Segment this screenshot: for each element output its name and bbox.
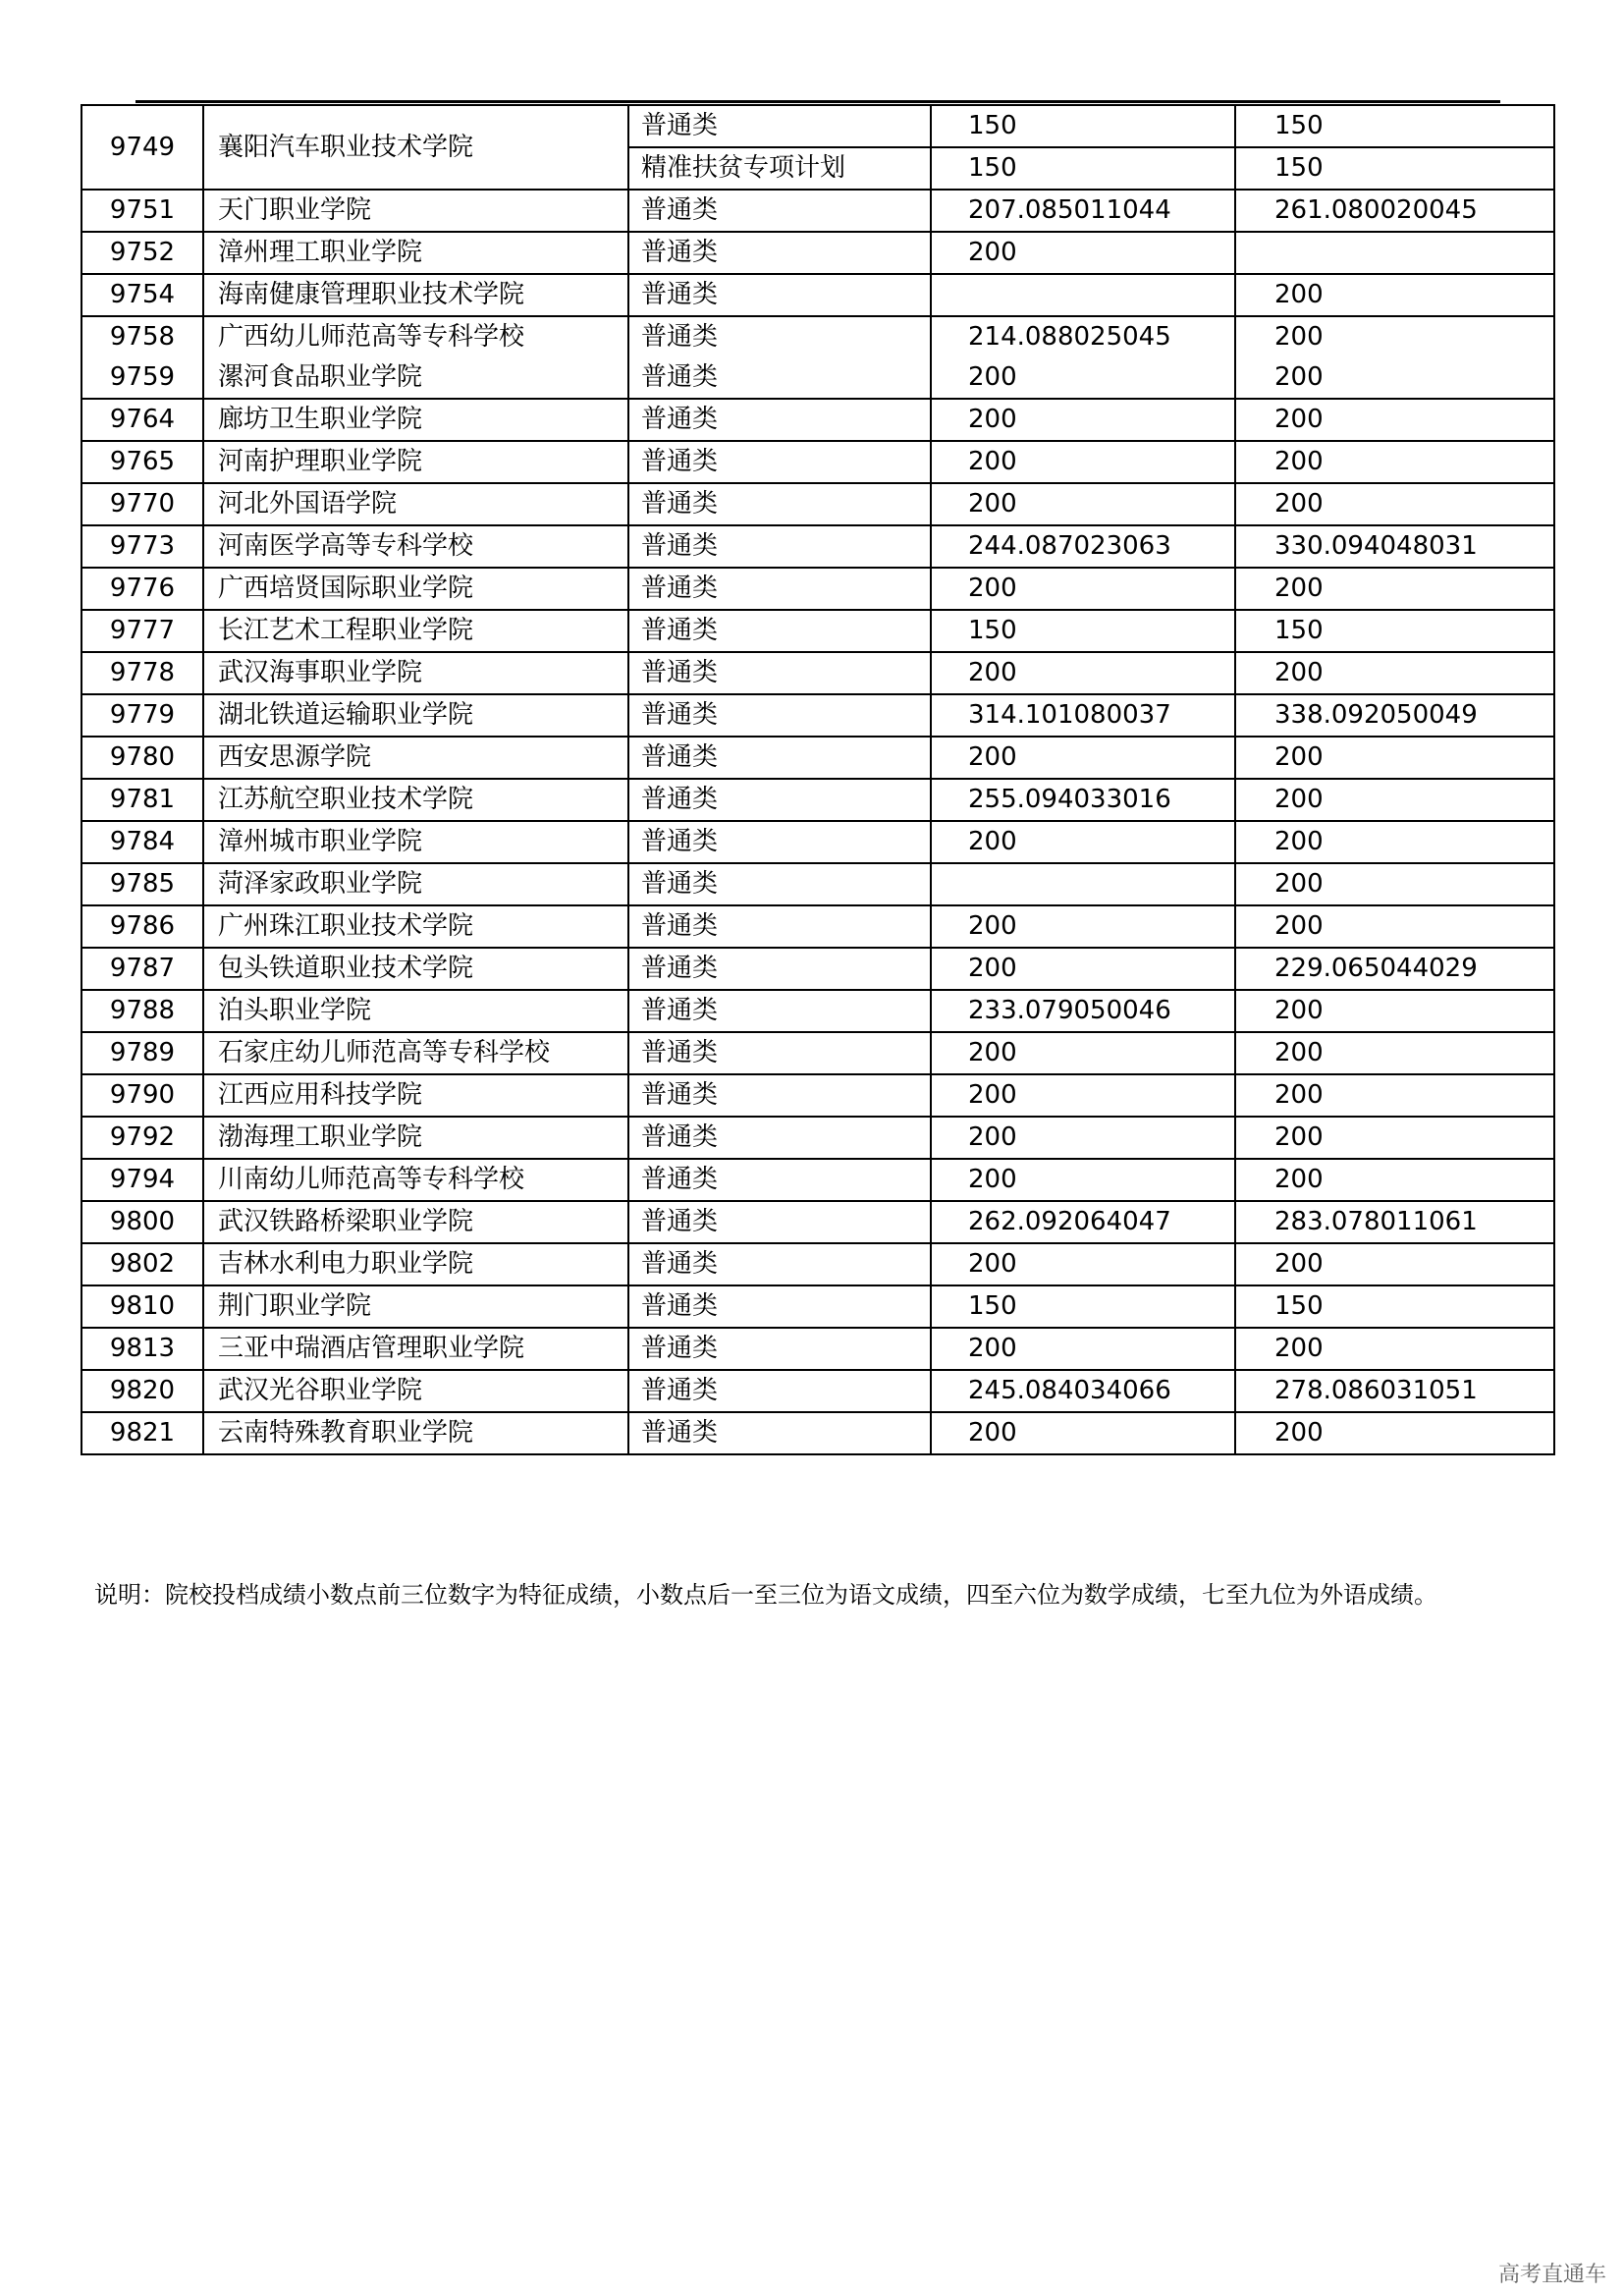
school-code-cell: 9786 <box>81 905 203 948</box>
admission-type-cell: 普通类 <box>628 1285 931 1328</box>
school-name-cell: 菏泽家政职业学院 <box>203 863 628 905</box>
score-column-1-cell: 314.101080037 <box>931 694 1235 737</box>
school-code-cell: 9794 <box>81 1159 203 1201</box>
school-name-cell: 长江艺术工程职业学院 <box>203 610 628 652</box>
admission-type-cell: 普通类 <box>628 1370 931 1412</box>
score-column-1-cell <box>931 863 1235 905</box>
school-name-cell: 石家庄幼儿师范高等专科学校 <box>203 1032 628 1074</box>
school-name-cell: 包头铁道职业技术学院 <box>203 948 628 990</box>
admission-type-cell: 普通类 <box>628 357 931 399</box>
score-column-2-cell: 283.078011061 <box>1235 1201 1554 1243</box>
table-row <box>81 1285 1554 1328</box>
school-code-cell: 9790 <box>81 1074 203 1117</box>
school-code-cell: 9820 <box>81 1370 203 1412</box>
school-name-cell: 襄阳汽车职业技术学院 <box>203 105 628 190</box>
table-row <box>81 483 1554 525</box>
score-column-1-cell: 200 <box>931 1328 1235 1370</box>
table-row <box>81 990 1554 1032</box>
watermark: 高考直通车 <box>1497 2263 1606 2287</box>
school-code-cell: 9779 <box>81 694 203 737</box>
school-name-cell: 漯河食品职业学院 <box>203 357 628 399</box>
score-column-2-cell: 200 <box>1235 1074 1554 1117</box>
admission-type-cell: 普通类 <box>628 1032 931 1074</box>
score-column-1-cell: 200 <box>931 905 1235 948</box>
admission-type-cell: 普通类 <box>628 525 931 568</box>
score-column-1-cell: 200 <box>931 821 1235 863</box>
score-column-1-cell: 214.088025045 <box>931 316 1235 357</box>
score-column-2-cell: 261.080020045 <box>1235 190 1554 232</box>
school-name-cell: 湖北铁道运输职业学院 <box>203 694 628 737</box>
table-row <box>81 652 1554 694</box>
admission-type-cell: 普通类 <box>628 316 931 357</box>
admission-type-cell: 普通类 <box>628 1074 931 1117</box>
score-column-1-cell: 200 <box>931 441 1235 483</box>
admission-type-cell: 普通类 <box>628 652 931 694</box>
table-row <box>81 441 1554 483</box>
admission-type-cell: 普通类 <box>628 190 931 232</box>
school-name-cell: 江西应用科技学院 <box>203 1074 628 1117</box>
admission-type-cell: 精准扶贫专项计划 <box>628 147 931 190</box>
score-column-1-cell: 200 <box>931 483 1235 525</box>
table-body <box>81 105 1554 1454</box>
admission-type-cell: 普通类 <box>628 1117 931 1159</box>
score-column-1-cell: 245.084034066 <box>931 1370 1235 1412</box>
admission-type-cell: 普通类 <box>628 568 931 610</box>
table-row <box>81 232 1554 274</box>
admission-type-cell: 普通类 <box>628 399 931 441</box>
score-column-1-cell: 150 <box>931 610 1235 652</box>
score-column-2-cell: 200 <box>1235 821 1554 863</box>
school-code-cell: 9800 <box>81 1201 203 1243</box>
admission-type-cell: 普通类 <box>628 694 931 737</box>
school-code-cell: 9821 <box>81 1412 203 1454</box>
admission-type-cell: 普通类 <box>628 1328 931 1370</box>
school-code-cell: 9785 <box>81 863 203 905</box>
score-column-2-cell: 200 <box>1235 316 1554 357</box>
score-column-2-cell: 200 <box>1235 483 1554 525</box>
school-code-cell: 9777 <box>81 610 203 652</box>
score-column-1-cell: 150 <box>931 1285 1235 1328</box>
score-column-1-cell: 200 <box>931 737 1235 779</box>
admission-type-cell: 普通类 <box>628 483 931 525</box>
score-column-1-cell: 200 <box>931 232 1235 274</box>
score-column-1-cell: 233.079050046 <box>931 990 1235 1032</box>
school-name-cell: 武汉海事职业学院 <box>203 652 628 694</box>
school-code-cell: 9802 <box>81 1243 203 1285</box>
score-column-2-cell: 200 <box>1235 568 1554 610</box>
school-code-cell: 9780 <box>81 737 203 779</box>
admission-score-table <box>81 104 1555 1455</box>
school-code-cell: 9754 <box>81 274 203 316</box>
score-column-2-cell: 150 <box>1235 1285 1554 1328</box>
admission-type-cell: 普通类 <box>628 779 931 821</box>
admission-type-cell: 普通类 <box>628 441 931 483</box>
score-column-2-cell: 200 <box>1235 905 1554 948</box>
school-name-cell: 渤海理工职业学院 <box>203 1117 628 1159</box>
school-name-cell: 天门职业学院 <box>203 190 628 232</box>
school-code-cell: 9773 <box>81 525 203 568</box>
admission-type-cell: 普通类 <box>628 737 931 779</box>
admission-type-cell: 普通类 <box>628 948 931 990</box>
score-column-1-cell: 200 <box>931 948 1235 990</box>
school-code-cell: 9810 <box>81 1285 203 1328</box>
score-column-2-cell: 150 <box>1235 610 1554 652</box>
admission-type-cell: 普通类 <box>628 1201 931 1243</box>
table-row <box>81 821 1554 863</box>
score-column-2-cell: 200 <box>1235 737 1554 779</box>
table-row <box>81 357 1554 399</box>
school-name-cell: 海南健康管理职业技术学院 <box>203 274 628 316</box>
score-column-1-cell: 200 <box>931 1117 1235 1159</box>
score-column-2-cell <box>1235 232 1554 274</box>
score-column-1-cell: 150 <box>931 105 1235 147</box>
school-code-cell: 9813 <box>81 1328 203 1370</box>
score-column-2-cell: 200 <box>1235 1032 1554 1074</box>
school-name-cell: 广西培贤国际职业学院 <box>203 568 628 610</box>
school-code-cell: 9787 <box>81 948 203 990</box>
score-column-1-cell: 200 <box>931 357 1235 399</box>
school-name-cell: 漳州理工职业学院 <box>203 232 628 274</box>
table-row <box>81 1412 1554 1454</box>
table-row <box>81 525 1554 568</box>
score-column-2-cell: 200 <box>1235 357 1554 399</box>
table-row <box>81 399 1554 441</box>
score-column-1-cell: 200 <box>931 1032 1235 1074</box>
table-row <box>81 1243 1554 1285</box>
school-name-cell: 广州珠江职业技术学院 <box>203 905 628 948</box>
school-name-cell: 吉林水利电力职业学院 <box>203 1243 628 1285</box>
school-name-cell: 广西幼儿师范高等专科学校 <box>203 316 628 357</box>
score-column-1-cell: 200 <box>931 1074 1235 1117</box>
admission-type-cell: 普通类 <box>628 905 931 948</box>
school-code-cell: 9765 <box>81 441 203 483</box>
score-column-2-cell: 229.065044029 <box>1235 948 1554 990</box>
score-column-2-cell: 200 <box>1235 990 1554 1032</box>
table-row <box>81 948 1554 990</box>
table-row <box>81 694 1554 737</box>
table-row <box>81 779 1554 821</box>
school-name-cell: 漳州城市职业学院 <box>203 821 628 863</box>
school-name-cell: 廊坊卫生职业学院 <box>203 399 628 441</box>
score-column-1-cell: 255.094033016 <box>931 779 1235 821</box>
school-code-cell: 9751 <box>81 190 203 232</box>
score-column-1-cell: 200 <box>931 652 1235 694</box>
school-code-cell: 9789 <box>81 1032 203 1074</box>
score-column-2-cell: 330.094048031 <box>1235 525 1554 568</box>
table-row <box>81 1328 1554 1370</box>
admission-type-cell: 普通类 <box>628 232 931 274</box>
admission-type-cell: 普通类 <box>628 105 931 147</box>
score-column-2-cell: 200 <box>1235 779 1554 821</box>
school-name-cell: 武汉光谷职业学院 <box>203 1370 628 1412</box>
school-code-cell: 9758 <box>81 316 203 357</box>
score-column-2-cell: 200 <box>1235 863 1554 905</box>
explanation-note: 说明：院校投档成绩小数点前三位数字为特征成绩，小数点后一至三位为语文成绩，四至六位为数学成绩，七至九位为外语成绩。 <box>94 1581 1437 1609</box>
admission-type-cell: 普通类 <box>628 1243 931 1285</box>
score-column-2-cell: 200 <box>1235 274 1554 316</box>
score-column-2-cell: 150 <box>1235 105 1554 147</box>
table-row <box>81 863 1554 905</box>
top-rule <box>135 100 1500 103</box>
admission-type-cell: 普通类 <box>628 863 931 905</box>
school-name-cell: 河南医学高等专科学校 <box>203 525 628 568</box>
school-code-cell: 9764 <box>81 399 203 441</box>
table-row <box>81 1117 1554 1159</box>
score-column-1-cell <box>931 274 1235 316</box>
school-name-cell: 江苏航空职业技术学院 <box>203 779 628 821</box>
score-column-1-cell: 207.085011044 <box>931 190 1235 232</box>
school-code-cell: 9759 <box>81 357 203 399</box>
score-column-1-cell: 200 <box>931 399 1235 441</box>
table-row <box>81 1159 1554 1201</box>
school-name-cell: 荆门职业学院 <box>203 1285 628 1328</box>
school-name-cell: 云南特殊教育职业学院 <box>203 1412 628 1454</box>
score-column-1-cell: 200 <box>931 1412 1235 1454</box>
score-column-1-cell: 200 <box>931 1159 1235 1201</box>
school-code-cell: 9784 <box>81 821 203 863</box>
school-name-cell: 三亚中瑞酒店管理职业学院 <box>203 1328 628 1370</box>
score-column-2-cell: 278.086031051 <box>1235 1370 1554 1412</box>
school-name-cell: 武汉铁路桥梁职业学院 <box>203 1201 628 1243</box>
table-row <box>81 610 1554 652</box>
table-row <box>81 316 1554 357</box>
score-column-2-cell: 200 <box>1235 652 1554 694</box>
school-code-cell: 9749 <box>81 105 203 190</box>
admission-type-cell: 普通类 <box>628 990 931 1032</box>
table-row <box>81 1370 1554 1412</box>
school-code-cell: 9770 <box>81 483 203 525</box>
school-name-cell: 西安思源学院 <box>203 737 628 779</box>
table-row <box>81 1201 1554 1243</box>
score-column-2-cell: 200 <box>1235 441 1554 483</box>
score-column-1-cell: 244.087023063 <box>931 525 1235 568</box>
table-row <box>81 105 1554 147</box>
school-name-cell: 河北外国语学院 <box>203 483 628 525</box>
score-column-1-cell: 200 <box>931 568 1235 610</box>
admission-type-cell: 普通类 <box>628 1412 931 1454</box>
table-row <box>81 1074 1554 1117</box>
table-row <box>81 568 1554 610</box>
school-code-cell: 9781 <box>81 779 203 821</box>
school-code-cell: 9776 <box>81 568 203 610</box>
admission-type-cell: 普通类 <box>628 1159 931 1201</box>
score-column-2-cell: 200 <box>1235 1117 1554 1159</box>
score-column-2-cell: 150 <box>1235 147 1554 190</box>
admission-type-cell: 普通类 <box>628 610 931 652</box>
score-column-2-cell: 200 <box>1235 399 1554 441</box>
table-row <box>81 1032 1554 1074</box>
score-column-1-cell: 262.092064047 <box>931 1201 1235 1243</box>
table-row <box>81 190 1554 232</box>
score-column-2-cell: 200 <box>1235 1328 1554 1370</box>
school-code-cell: 9778 <box>81 652 203 694</box>
table-row <box>81 274 1554 316</box>
score-column-1-cell: 200 <box>931 1243 1235 1285</box>
score-column-1-cell: 150 <box>931 147 1235 190</box>
school-name-cell: 泊头职业学院 <box>203 990 628 1032</box>
school-code-cell: 9792 <box>81 1117 203 1159</box>
admission-type-cell: 普通类 <box>628 274 931 316</box>
score-column-2-cell: 338.092050049 <box>1235 694 1554 737</box>
school-code-cell: 9752 <box>81 232 203 274</box>
table-row <box>81 737 1554 779</box>
school-name-cell: 河南护理职业学院 <box>203 441 628 483</box>
admission-type-cell: 普通类 <box>628 821 931 863</box>
score-column-2-cell: 200 <box>1235 1412 1554 1454</box>
table-row <box>81 905 1554 948</box>
score-column-2-cell: 200 <box>1235 1243 1554 1285</box>
school-name-cell: 川南幼儿师范高等专科学校 <box>203 1159 628 1201</box>
school-code-cell: 9788 <box>81 990 203 1032</box>
score-column-2-cell: 200 <box>1235 1159 1554 1201</box>
